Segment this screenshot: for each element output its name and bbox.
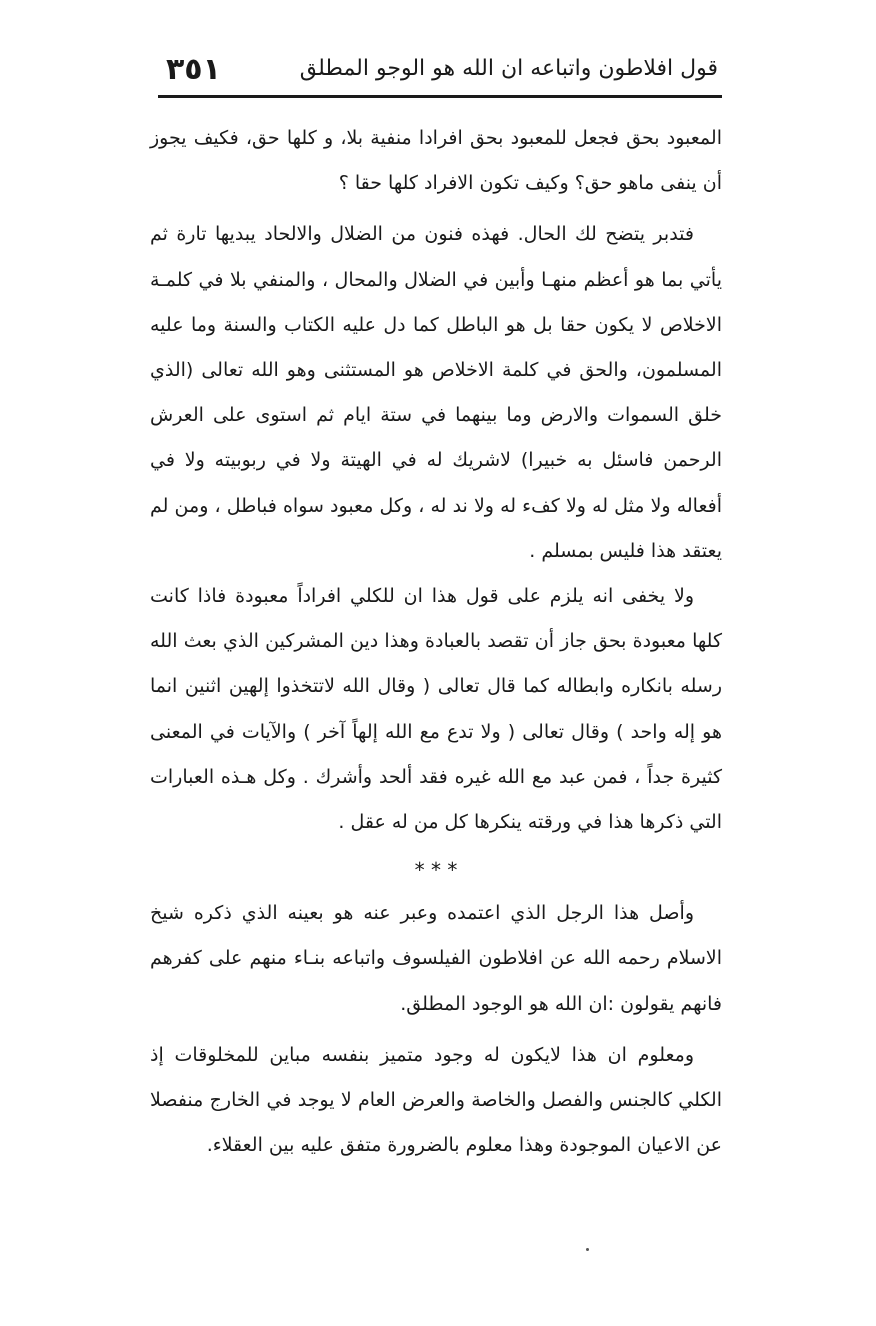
paragraph-continued: المعبود بحق فجعل للمعبود بحق افرادا منفية بلا، و كلها حق، فكيف يجوز أن ينفى ماهو حق؟ وكيف تكون الافراد كلها حقا ؟ (150, 127, 722, 195)
paragraph: وأصل هذا الرجل الذي اعتمده وعبر عنه هو بعينه الذي ذكره شيخ الاسلام رحمه الله عن افلاطون الفيلسوف واتباعه بنـاء منهم على كفرهم فانهم يقولون :ان الله هو الوجود المطلق. (150, 902, 722, 1015)
paragraph: ومعلوم ان هذا لايكون له وجود متميز بنفسه مباين للمخلوقات إذ الكلي كالجنس والفصل والخاصة والعرض العام لا يوجد في الخارج منفصلا عن الاعيان الموجودة وهذا معلوم بالضرورة متفق عليه بين العقلاء. (150, 1043, 722, 1157)
section-separator: * * * (414, 858, 458, 883)
header-rule (158, 95, 722, 98)
body-text (150, 116, 722, 1168)
paragraph: ولا يخفى انه يلزم على قول هذا ان للكلي افراداً معبودة فاذا كانت كلها معبودة بحق جاز أن تقصد بالعبادة وهذا دين المشركين الذي بعث الله رسله بانكاره وابطاله كما قال تعالى ( وقال الله لاتتخذوا إلهين اثنين انما هو إله واحد ) وقال تعالى ( ولا تدع مع الله إلهاً آخر ) والآيات في المعنى كثيرة جداً ، فمن عبد مع الله غيره فقد ألحد وأشرك . وكل هـذه العبارات التي ذكرها هذا في ورقته ينكرها كل من له عقل . (150, 585, 722, 834)
running-header (158, 52, 718, 92)
page-speck (586, 1248, 589, 1251)
paragraph: فتدبر يتضح لك الحال. فهذه فنون من الضلال والالحاد يبديها تارة ثم يأتي بما هو أعظم منهـا وأبين في الضلال والمحال ، والمنفي بلا في كلمـة الاخلاص لا يكون حقا بل هو الباطل كما دل عليه الكتاب والسنة وما عليه المسلمون، والحق في كلمة الاخلاص هو المستثنى وهو الله تعالى (الذي خلق السموات والارض وما بينهما في ستة ايام ثم استوى على العرش الرحمن فاسئل به خبيرا) لاشريك له في الهيتة ولا في ربوبيته ولا في أفعاله ولا مثل له ولا كفء له ولا ند له ، وكل معبود سواه فباطل ، ومن لم يعتقد هذا فليس بمسلم . (150, 223, 722, 562)
page-number: ٣٥١ (166, 52, 221, 87)
running-title: قول افلاطون واتباعه ان الله هو الوجو المطلق (299, 56, 718, 81)
